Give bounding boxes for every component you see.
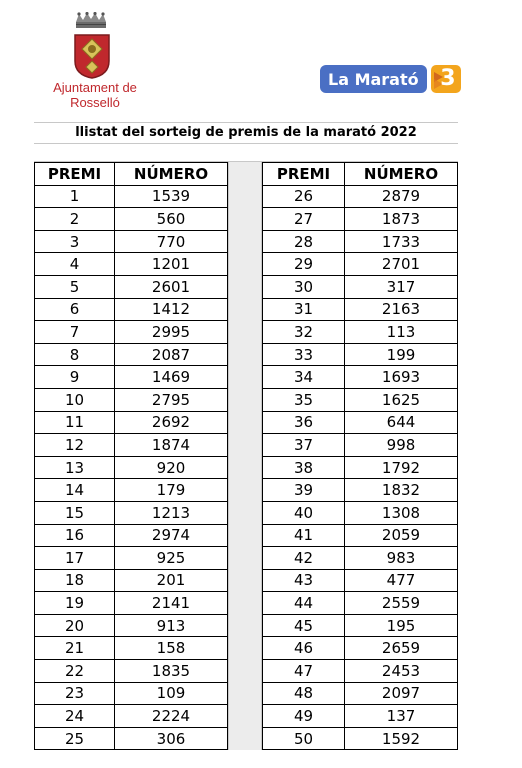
table-row: [263, 343, 458, 366]
prize-number-cell: 37: [263, 434, 345, 457]
prize-number-cell: 25: [35, 727, 115, 750]
ticket-number-cell: 1625: [345, 388, 458, 411]
prize-number-cell: 36: [263, 411, 345, 434]
prize-number-cell: 44: [263, 592, 345, 615]
la-marato-logo: [320, 64, 461, 94]
ticket-number-cell: 2692: [115, 411, 228, 434]
prize-number-cell: 33: [263, 343, 345, 366]
table-row: [35, 547, 228, 570]
table-row: [263, 456, 458, 479]
table-row: [35, 275, 228, 298]
prize-number-cell: 50: [263, 727, 345, 750]
table-row: [35, 501, 228, 524]
prize-number-cell: 18: [35, 569, 115, 592]
prize-number-cell: 30: [263, 275, 345, 298]
ticket-number-cell: 770: [115, 230, 228, 253]
ticket-number-cell: 2141: [115, 592, 228, 615]
table-row: [263, 479, 458, 502]
table-row: [35, 343, 228, 366]
prize-number-cell: 4: [35, 253, 115, 276]
ticket-number-cell: 199: [345, 343, 458, 366]
ticket-number-cell: 2087: [115, 343, 228, 366]
ticket-number-cell: 2701: [345, 253, 458, 276]
table-row: [263, 592, 458, 615]
table-row: [35, 388, 228, 411]
table-row: [35, 614, 228, 637]
prize-number-cell: 47: [263, 660, 345, 683]
ticket-number-cell: 158: [115, 637, 228, 660]
blank-spreadsheet-row: [34, 143, 458, 162]
table-header-row: [263, 163, 458, 186]
prize-number-cell: 43: [263, 569, 345, 592]
prize-number-cell: 38: [263, 456, 345, 479]
table-row: [35, 411, 228, 434]
ticket-number-cell: 2559: [345, 592, 458, 615]
prize-number-cell: 40: [263, 501, 345, 524]
prize-number-cell: 2: [35, 208, 115, 231]
prize-number-cell: 27: [263, 208, 345, 231]
table-row: [263, 614, 458, 637]
prize-number-cell: 9: [35, 366, 115, 389]
ticket-number-cell: 195: [345, 614, 458, 637]
column-header-numero: NÚMERO: [345, 163, 458, 186]
municipality-logo: [40, 8, 150, 108]
prize-number-cell: 31: [263, 298, 345, 321]
prize-number-cell: 12: [35, 434, 115, 457]
coat-of-arms-icon: [73, 33, 111, 79]
ticket-number-cell: 113: [345, 321, 458, 344]
ticket-number-cell: 983: [345, 547, 458, 570]
table-row: [35, 569, 228, 592]
table-row: [263, 547, 458, 570]
table-row: [35, 298, 228, 321]
ticket-number-cell: 1539: [115, 185, 228, 208]
prize-number-cell: 13: [35, 456, 115, 479]
table-row: [263, 388, 458, 411]
prize-number-cell: 7: [35, 321, 115, 344]
table-row: [263, 230, 458, 253]
table-row: [263, 275, 458, 298]
municipality-name-line-2: Rosselló: [70, 95, 120, 110]
table-row: [35, 727, 228, 750]
table-row: [263, 501, 458, 524]
table-row: [263, 682, 458, 705]
prize-number-cell: 39: [263, 479, 345, 502]
ticket-number-cell: 179: [115, 479, 228, 502]
ticket-number-cell: 1201: [115, 253, 228, 276]
la-marato-label: La Marató: [320, 65, 427, 93]
prize-number-cell: 8: [35, 343, 115, 366]
ticket-number-cell: 477: [345, 569, 458, 592]
prize-number-cell: 42: [263, 547, 345, 570]
table-row: [263, 434, 458, 457]
table-row: [35, 682, 228, 705]
ticket-number-cell: 2224: [115, 705, 228, 728]
ticket-number-cell: 913: [115, 614, 228, 637]
table-row: [263, 366, 458, 389]
table-row: [263, 705, 458, 728]
table-row: [35, 705, 228, 728]
ticket-number-cell: 1835: [115, 660, 228, 683]
prize-number-cell: 1: [35, 185, 115, 208]
ticket-number-cell: 201: [115, 569, 228, 592]
ticket-number-cell: 644: [345, 411, 458, 434]
ticket-number-cell: 1469: [115, 366, 228, 389]
prize-number-cell: 41: [263, 524, 345, 547]
prize-table-right: [262, 162, 458, 750]
table-row: [263, 637, 458, 660]
ticket-number-cell: 1832: [345, 479, 458, 502]
ticket-number-cell: 2059: [345, 524, 458, 547]
table-row: [35, 637, 228, 660]
crown-icon: [73, 12, 109, 30]
ticket-number-cell: 2974: [115, 524, 228, 547]
ticket-number-cell: 1693: [345, 366, 458, 389]
prize-number-cell: 35: [263, 388, 345, 411]
table-row: [263, 660, 458, 683]
table-row: [35, 456, 228, 479]
municipality-name-line-1: Ajuntament de: [53, 80, 137, 95]
table-row: [263, 185, 458, 208]
ticket-number-cell: 998: [345, 434, 458, 457]
ticket-number-cell: 109: [115, 682, 228, 705]
ticket-number-cell: 137: [345, 705, 458, 728]
prize-number-cell: 29: [263, 253, 345, 276]
ticket-number-cell: 2995: [115, 321, 228, 344]
table-row: [35, 524, 228, 547]
prize-table-right-body: [263, 185, 458, 750]
prize-table-left-body: [35, 185, 228, 750]
prize-number-cell: 6: [35, 298, 115, 321]
prize-number-cell: 19: [35, 592, 115, 615]
ticket-number-cell: 2453: [345, 660, 458, 683]
prize-number-cell: 11: [35, 411, 115, 434]
column-header-numero: NÚMERO: [115, 163, 228, 186]
ticket-number-cell: 306: [115, 727, 228, 750]
ticket-number-cell: 2879: [345, 185, 458, 208]
column-header-premi: PREMI: [35, 163, 115, 186]
prize-number-cell: 28: [263, 230, 345, 253]
prize-number-cell: 10: [35, 388, 115, 411]
tv3-mark: 3: [440, 66, 456, 91]
prize-number-cell: 32: [263, 321, 345, 344]
prize-number-cell: 14: [35, 479, 115, 502]
ticket-number-cell: 1592: [345, 727, 458, 750]
ticket-number-cell: 317: [345, 275, 458, 298]
table-row: [35, 321, 228, 344]
table-row: [263, 411, 458, 434]
prize-number-cell: 21: [35, 637, 115, 660]
table-row: [263, 569, 458, 592]
table-row: [263, 298, 458, 321]
prize-number-cell: 45: [263, 614, 345, 637]
table-row: [35, 434, 228, 457]
prize-number-cell: 48: [263, 682, 345, 705]
column-header-premi: PREMI: [263, 163, 345, 186]
table-row: [35, 660, 228, 683]
ticket-number-cell: 1792: [345, 456, 458, 479]
table-row: [263, 321, 458, 344]
prize-number-cell: 26: [263, 185, 345, 208]
ticket-number-cell: 1412: [115, 298, 228, 321]
spacer-column: [228, 162, 262, 750]
table-row: [35, 366, 228, 389]
ticket-number-cell: 2097: [345, 682, 458, 705]
prize-number-cell: 34: [263, 366, 345, 389]
tv3-logo-icon: [431, 65, 461, 93]
prize-number-cell: 3: [35, 230, 115, 253]
ticket-number-cell: 2601: [115, 275, 228, 298]
municipality-name: [40, 80, 150, 110]
table-row: [263, 253, 458, 276]
prize-number-cell: 17: [35, 547, 115, 570]
ticket-number-cell: 2659: [345, 637, 458, 660]
prize-table-left: [34, 162, 228, 750]
prize-number-cell: 15: [35, 501, 115, 524]
ticket-number-cell: 1213: [115, 501, 228, 524]
prize-number-cell: 23: [35, 682, 115, 705]
table-row: [35, 230, 228, 253]
ticket-number-cell: 1733: [345, 230, 458, 253]
prize-number-cell: 22: [35, 660, 115, 683]
ticket-number-cell: 1873: [345, 208, 458, 231]
table-row: [263, 208, 458, 231]
prize-number-cell: 46: [263, 637, 345, 660]
table-row: [35, 185, 228, 208]
prize-number-cell: 24: [35, 705, 115, 728]
table-row: [35, 592, 228, 615]
sheet-title: llistat del sorteig de premis de la marató 2022: [34, 122, 458, 144]
table-row: [35, 253, 228, 276]
table-row: [263, 727, 458, 750]
prize-number-cell: 20: [35, 614, 115, 637]
ticket-number-cell: 2795: [115, 388, 228, 411]
ticket-number-cell: 1308: [345, 501, 458, 524]
prize-number-cell: 5: [35, 275, 115, 298]
table-row: [35, 479, 228, 502]
ticket-number-cell: 920: [115, 456, 228, 479]
prize-sheet: [34, 118, 458, 758]
prize-number-cell: 49: [263, 705, 345, 728]
ticket-number-cell: 560: [115, 208, 228, 231]
table-header-row: [35, 163, 228, 186]
ticket-number-cell: 1874: [115, 434, 228, 457]
table-row: [263, 524, 458, 547]
table-row: [35, 208, 228, 231]
ticket-number-cell: 925: [115, 547, 228, 570]
ticket-number-cell: 2163: [345, 298, 458, 321]
prize-number-cell: 16: [35, 524, 115, 547]
